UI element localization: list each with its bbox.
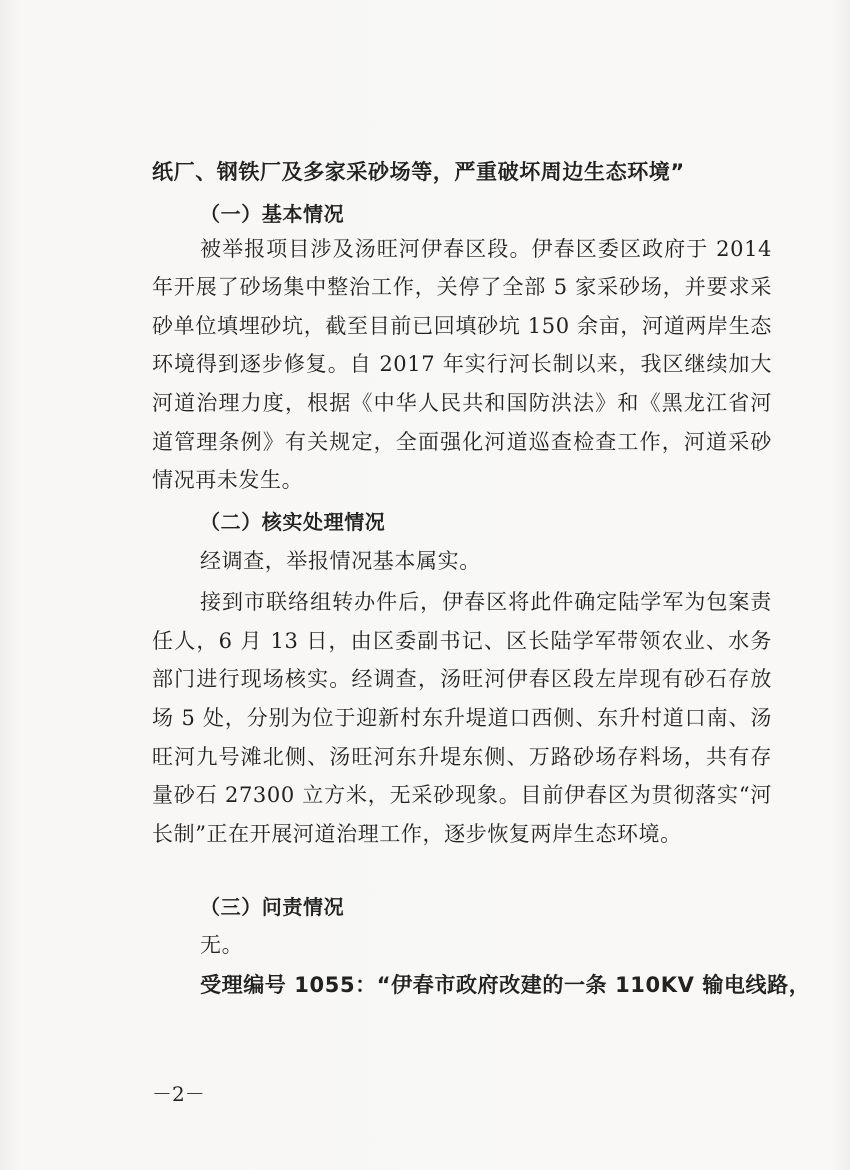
text-line-4: 年开展了砂场集中整治工作，关停了全部 5 家采砂场，并要求采 [152,275,772,299]
text-line-18: 长制”正在开展河道治理工作，逐步恢复两岸生态环境。 [152,822,682,846]
section-heading-basic-situation: （一）基本情况 [200,202,345,226]
text-line-9: 情况再未发生。 [152,468,304,492]
text-line-1: 纸厂、钢铁厂及多家采砂场等，严重破坏周边生态环境” [152,160,685,184]
case-number-line: 受理编号 1055：“伊春市政府改建的一条 110KV 输电线路， [200,973,811,997]
text-line-6: 环境得到逐步修复。自 2017 年实行河长制以来，我区继续加大 [152,352,772,376]
page-number: －2－ [152,1082,205,1106]
text-line-15: 场 5 处，分别为位于迎新村东升堤道口西侧、东升村道口南、汤 [152,706,772,730]
text-line-20: 无。 [200,933,244,957]
text-line-13: 任人，6 月 13 日，由区委副书记、区长陆学军带领农业、水务 [152,629,772,653]
section-heading-verification: （二）核实处理情况 [200,510,386,534]
text-line-7: 河道治理力度，根据《中华人民共和国防洪法》和《黑龙江省河 [152,391,772,415]
text-line-12: 接到市联络组转办件后，伊春区将此件确定陆学军为包案责 [200,590,772,614]
text-line-5: 砂单位填埋砂坑，截至目前已回填砂坑 150 余亩，河道两岸生态 [152,314,772,338]
text-line-14: 部门进行现场核实。经调查，汤旺河伊春区段左岸现有砂石存放 [152,667,772,691]
text-line-17: 量砂石 27300 立方米，无采砂现象。目前伊春区为贯彻落实“河 [152,783,772,807]
text-line-16: 旺河九号滩北侧、汤旺河东升堤东侧、万路砂场存料场，共有存 [152,745,772,769]
text-line-3: 被举报项目涉及汤旺河伊春区段。伊春区委区政府于 2014 [200,237,772,261]
text-line-11: 经调查，举报情况基本属实。 [200,549,481,573]
section-heading-accountability: （三）问责情况 [200,895,345,919]
text-line-8: 道管理条例》有关规定，全面强化河道巡查检查工作，河道采砂 [152,430,772,454]
